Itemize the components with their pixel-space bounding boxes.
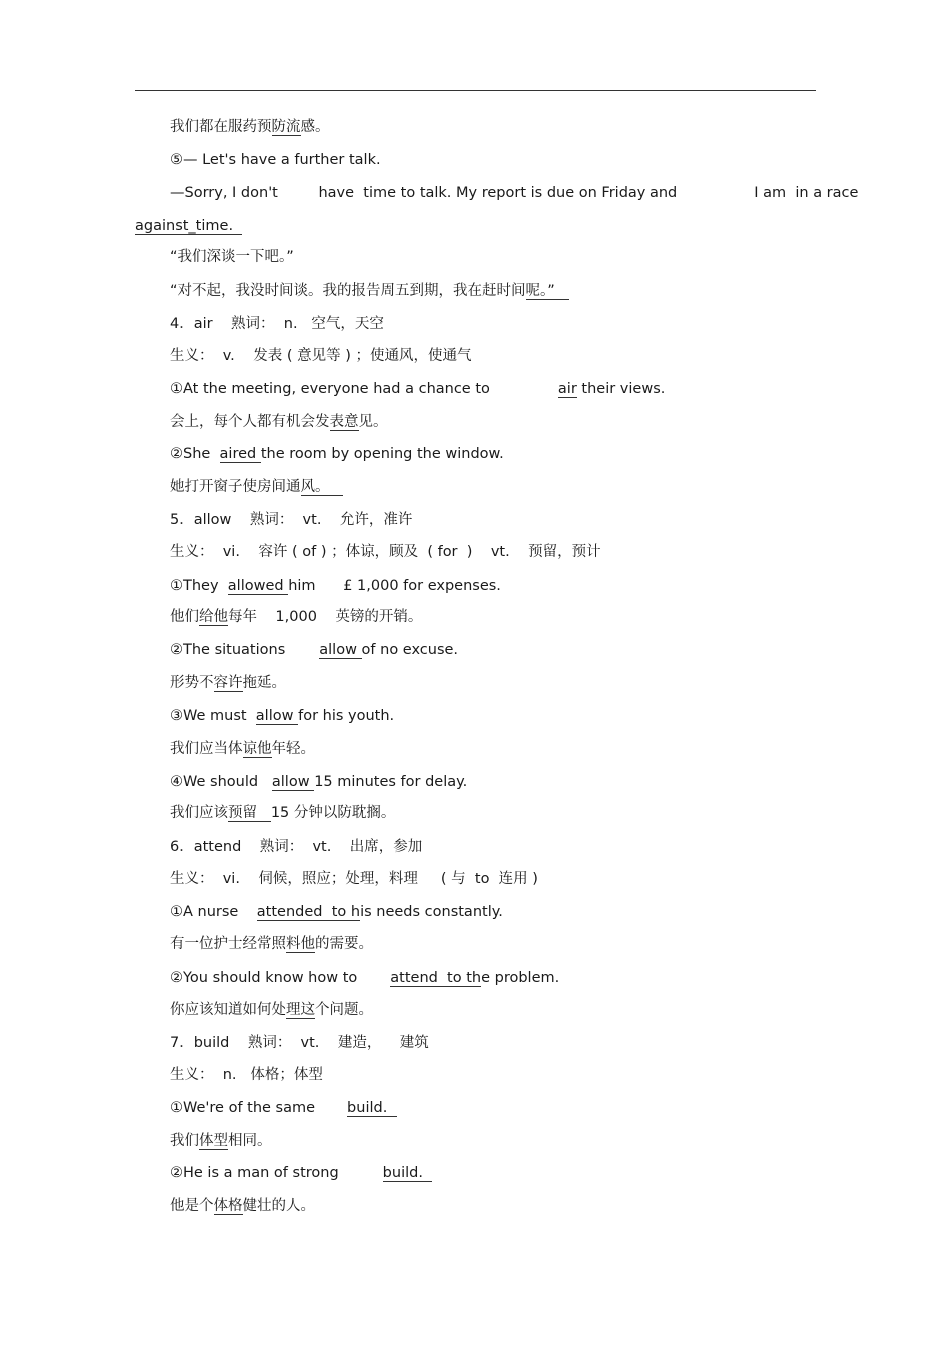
text-segment: him £ 1,000 for expenses. (288, 578, 501, 594)
underlined-answer: aired (219, 446, 261, 462)
underlined-answer (555, 283, 569, 300)
text-line (170, 608, 422, 626)
text-line (170, 1066, 323, 1084)
underlined-answer: build. (347, 1100, 388, 1116)
underlined-answer (423, 1165, 432, 1182)
underlined-answer: 体型 (199, 1133, 228, 1149)
underlined-answer: 给他 (199, 609, 228, 625)
text-segment: 年轻。 (271, 741, 315, 757)
text-segment: “对不起，我没时间谈。我的报告周五到期，我在赶时间 (170, 283, 526, 299)
text-segment: ④We should (170, 774, 272, 790)
text-line (170, 511, 412, 529)
text-line (170, 740, 315, 758)
text-line (170, 347, 471, 365)
underlined-answer: 风。 (300, 479, 330, 495)
header-rule (135, 90, 816, 91)
text-line (170, 151, 381, 169)
text-segment: 15 分钟以防耽搁。 (270, 805, 396, 821)
text-segment: —Sorry, I don't (170, 185, 283, 201)
underlined-answer: 理这 (286, 1002, 315, 1018)
text-segment: 我们应当体 (170, 741, 243, 757)
text-segment: have (318, 185, 355, 201)
underlined-answer: 呢。” (525, 283, 555, 299)
text-segment: ①They (170, 578, 228, 594)
text-segment: 你应该知道如何处 (170, 1002, 286, 1018)
underlined-answer: 表意 (329, 414, 359, 430)
text-line (170, 641, 458, 659)
text-line (170, 804, 395, 822)
text-line (170, 903, 503, 921)
text-segment: 7．build 熟词： vt. 建造， 建筑 (170, 1035, 429, 1051)
underlined-answer: 容许 (213, 675, 243, 691)
underlined-answer: 料他 (286, 936, 315, 952)
text-line (170, 1034, 429, 1052)
text-segment: 5．allow 熟词： vt. 允许，准许 (170, 512, 413, 528)
text-line (170, 1164, 432, 1182)
text-line (170, 445, 504, 463)
text-line (170, 674, 286, 692)
text-segment: ②You should know how to (170, 970, 358, 986)
text-segment: 拖延。 (242, 675, 286, 691)
text-line (170, 1197, 315, 1215)
text-segment: ⑤— Let's have a further talk. (170, 152, 381, 168)
text-line (170, 577, 501, 595)
text-line (170, 707, 394, 725)
text-line (170, 118, 330, 136)
text-line (170, 1001, 373, 1019)
text-segment: 个问题。 (315, 1002, 373, 1018)
underlined-answer: allow (271, 774, 315, 790)
text-segment: of no excuse. (361, 642, 459, 658)
underlined-answer: air (557, 381, 577, 397)
underlined-answer: against_time. (135, 218, 234, 234)
underlined-answer: allowed (227, 578, 289, 594)
underlined-answer (387, 1100, 396, 1117)
text-line (170, 870, 538, 888)
text-line (170, 969, 559, 987)
text-segment: ②She (170, 446, 220, 462)
text-line (135, 217, 242, 235)
text-line (170, 838, 422, 856)
underlined-answer: 谅他 (242, 741, 272, 757)
text-segment: 见。 (358, 414, 388, 430)
underlined-answer: 预留 (228, 805, 257, 821)
text-segment: 他们 (170, 609, 199, 625)
underlined-answer (330, 479, 344, 496)
text-segment: ③We must (170, 708, 256, 724)
text-segment: 我们都在服药预 (170, 119, 272, 135)
text-segment: 我们应该 (170, 805, 228, 821)
text-segment: e problem. (481, 970, 560, 986)
text-segment: 感。 (300, 119, 330, 135)
text-line (170, 543, 601, 561)
text-segment: 他是个 (170, 1198, 214, 1214)
text-segment: 生义： vi. 容许 ( of ) ；体谅，顾及 ( for ) vt. 预留，预计 (170, 544, 601, 560)
text-segment: time to talk. My report is due on Friday and (354, 185, 678, 201)
underlined-answer (257, 805, 271, 822)
underlined-answer (233, 218, 242, 235)
underlined-answer: allow (319, 642, 362, 658)
text-line (170, 248, 294, 266)
underlined-answer: build. (382, 1165, 423, 1181)
text-segment: is needs constantly. (360, 904, 503, 920)
text-segment: I am in a race (754, 185, 859, 201)
underlined-answer: 防流 (271, 119, 301, 135)
text-segment: 有一位护士经常照 (170, 936, 286, 952)
text-segment: 会上，每个人都有机会发 (170, 414, 330, 430)
underlined-answer: attended to h (256, 904, 361, 920)
text-segment: 生义： v. 发表 ( 意见等 ) ；使通风，使通气 (170, 348, 472, 364)
text-segment: 生义： n. 体格；体型 (170, 1067, 323, 1083)
text-segment: 每年 1,000 英镑的开销。 (228, 609, 423, 625)
text-line (170, 380, 665, 398)
text-segment: 6．attend 熟词： vt. 出席，参加 (170, 839, 423, 855)
text-segment: for his youth. (298, 708, 395, 724)
text-segment: 15 minutes for delay. (314, 774, 468, 790)
text-segment: 形势不 (170, 675, 214, 691)
text-segment: ①A nurse (170, 904, 257, 920)
text-segment: ②The situations (170, 642, 286, 658)
underlined-answer: attend to th (390, 970, 482, 986)
text-segment: ①At the meeting, everyone had a chance to (170, 381, 490, 397)
text-segment: 4．air 熟词： n. 空气，天空 (170, 316, 384, 332)
text-line (170, 1099, 397, 1117)
text-line (170, 478, 343, 496)
text-line (170, 282, 569, 300)
text-line (170, 184, 858, 202)
text-segment: the room by opening the window. (260, 446, 504, 462)
text-segment: ②He is a man of strong (170, 1165, 339, 1181)
text-line (170, 773, 467, 791)
underlined-answer: 体格 (213, 1198, 243, 1214)
text-segment: 健壮的人。 (242, 1198, 315, 1214)
text-line (170, 935, 373, 953)
text-segment: “我们深谈一下吧。” (170, 249, 294, 265)
text-line (170, 413, 388, 431)
text-segment: 我们 (170, 1133, 199, 1149)
text-line (170, 315, 384, 333)
text-segment: their views. (576, 381, 666, 397)
text-segment: 的需要。 (315, 936, 373, 952)
underlined-answer: allow (255, 708, 299, 724)
text-segment: 生义： vi. 伺候，照应；处理，料理 ( 与 to 连用 ) (170, 871, 538, 887)
text-segment: ①We're of the same (170, 1100, 316, 1116)
text-line (170, 1132, 272, 1150)
text-segment: 相同。 (228, 1133, 272, 1149)
text-segment: 她打开窗子使房间通 (170, 479, 301, 495)
